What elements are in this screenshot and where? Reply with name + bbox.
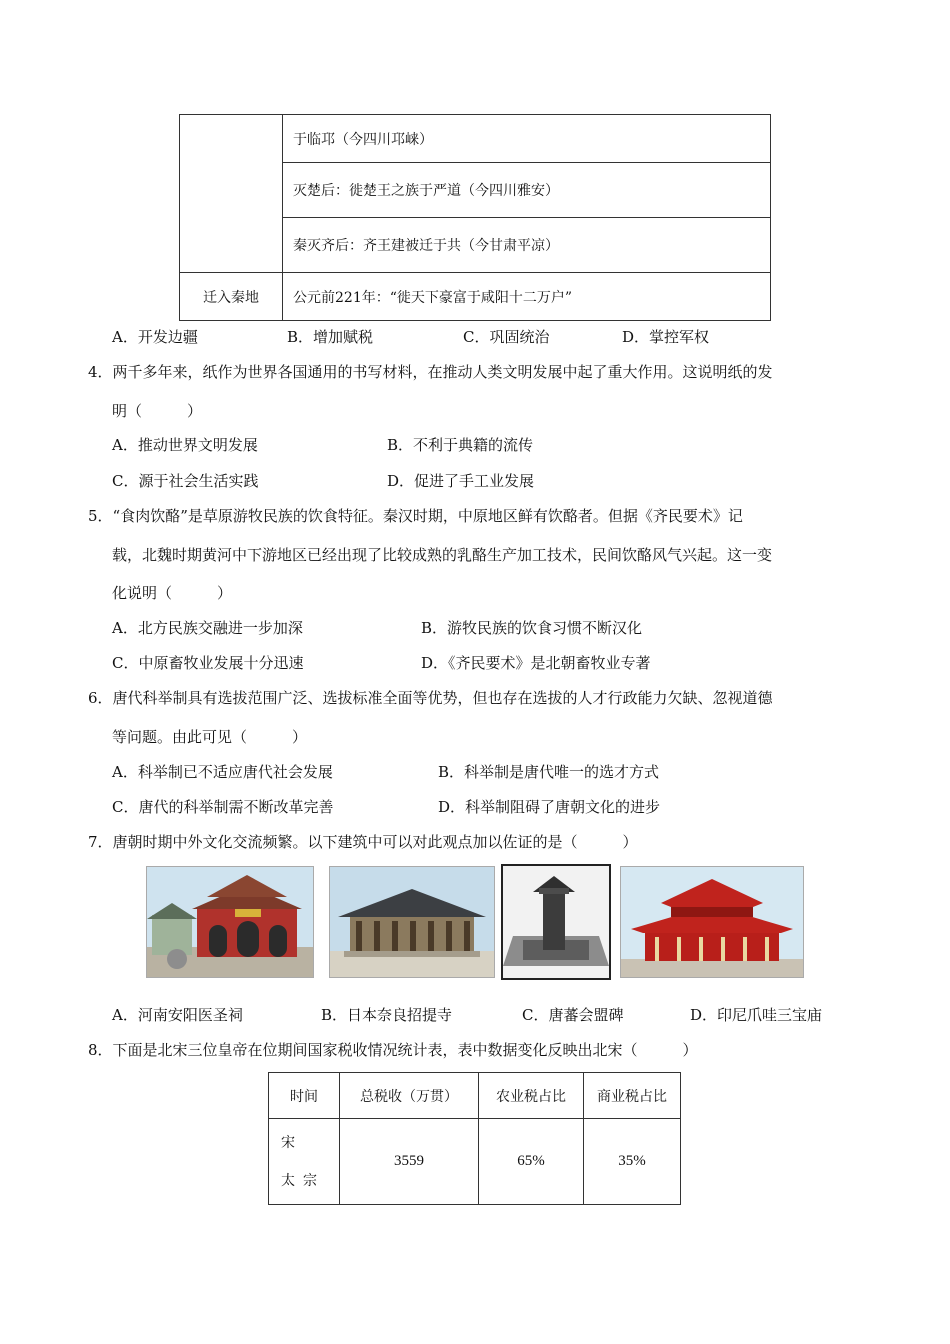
- q3-option-d: D．掌控军权: [622, 328, 710, 346]
- q4-option-b: B．不利于典籍的流传: [387, 436, 534, 454]
- merged-label-cell: [180, 115, 283, 273]
- tang-tibet-stele-image: [501, 864, 611, 980]
- header-cell: 时间: [269, 1073, 340, 1119]
- header-cell: 商业税占比: [584, 1073, 681, 1119]
- table-row: 灭楚后：徙楚王之族于严道（今四川雅安）: [283, 163, 771, 218]
- q6-option-a: A．科举制已不适应唐代社会发展: [112, 763, 333, 781]
- q3-option-b: B．增加赋税: [287, 328, 374, 346]
- table-cell: 宋 太宗: [269, 1119, 340, 1205]
- q7-option-c: C．唐蕃会盟碑: [522, 1006, 624, 1024]
- q6-option-b: B．科举制是唐代唯一的选才方式: [438, 763, 660, 781]
- q5-option-a: A．北方民族交融进一步加深: [112, 619, 303, 637]
- header-cell: 农业税占比: [479, 1073, 584, 1119]
- q6-stem-line2: 等问题。由此可见（ ）: [112, 728, 308, 746]
- q6-option-c: C．唐代的科举制需不断改革完善: [112, 798, 334, 816]
- table-cell: 65%: [479, 1119, 584, 1205]
- q4-option-a: A．推动世界文明发展: [112, 436, 258, 454]
- table-row: 于临邛（今四川邛崃）: [283, 115, 771, 163]
- table-cell: 3559: [340, 1119, 479, 1205]
- q5-option-c: C．中原畜牧业发展十分迅速: [112, 654, 304, 672]
- q5-stem-line2: 载，北魏时期黄河中下游地区已经出现了比较成熟的乳酪生产加工技术，民间饮酪风气兴起。这一变: [112, 546, 773, 564]
- q7-option-b: B．日本奈良招提寺: [321, 1006, 453, 1024]
- q7-option-d: D．印尼爪哇三宝庙: [690, 1006, 823, 1024]
- q3-option-a: A．开发边疆: [112, 328, 198, 346]
- q4-option-d: D．促进了手工业发展: [387, 472, 535, 490]
- q3-option-c: C．巩固统治: [463, 328, 550, 346]
- row-label: 迁入秦地: [180, 273, 283, 321]
- q8-stem-line1: 8．下面是北宋三位皇帝在位期间国家税收情况统计表，表中数据变化反映出北宋（ ）: [88, 1041, 698, 1059]
- migration-table: [179, 114, 771, 321]
- header-cell: 总税收（万贯）: [340, 1073, 479, 1119]
- q5-stem-line3: 化说明（ ）: [112, 584, 233, 602]
- table-row: 秦灭齐后：齐王建被迁于共（今甘肃平凉）: [283, 218, 771, 273]
- q5-option-d: D．《齐民要术》是北朝畜牧业专著: [421, 654, 651, 672]
- q6-option-d: D．科举制阻碍了唐朝文化的进步: [438, 798, 661, 816]
- q4-option-c: C．源于社会生活实践: [112, 472, 259, 490]
- q5-stem-line1: 5．“食肉饮酪”是草原游牧民族的饮食特征。秦汉时期，中原地区鲜有饮酪者。但据《齐民要术》记: [88, 507, 743, 525]
- q4-stem-line1: 4．两千多年来，纸作为世界各国通用的书写材料，在推动人类文明发展中起了重大作用。这说明纸的发: [88, 363, 773, 381]
- q7-option-a: A．河南安阳医圣祠: [112, 1006, 243, 1024]
- tax-table: [268, 1072, 681, 1205]
- table-row: 公元前221年：“徙天下豪富于咸阳十二万户”: [283, 273, 771, 321]
- toshodaiji-temple-image: [329, 866, 495, 978]
- q7-stem-line1: 7．唐朝时期中外文化交流频繁。以下建筑中可以对此观点加以佐证的是（ ）: [88, 833, 638, 851]
- q6-stem-line1: 6．唐代科举制具有选拔范围广泛、选拔标准全面等优势，但也存在选拔的人才行政能力欠缺、忽视道德: [88, 689, 773, 707]
- q5-option-b: B．游牧民族的饮食习惯不断汉化: [421, 619, 643, 637]
- table-cell: 35%: [584, 1119, 681, 1205]
- sampokong-temple-image: [620, 866, 804, 978]
- yisheng-shrine-image: [146, 866, 314, 978]
- q4-stem-line2: 明（ ）: [112, 402, 203, 420]
